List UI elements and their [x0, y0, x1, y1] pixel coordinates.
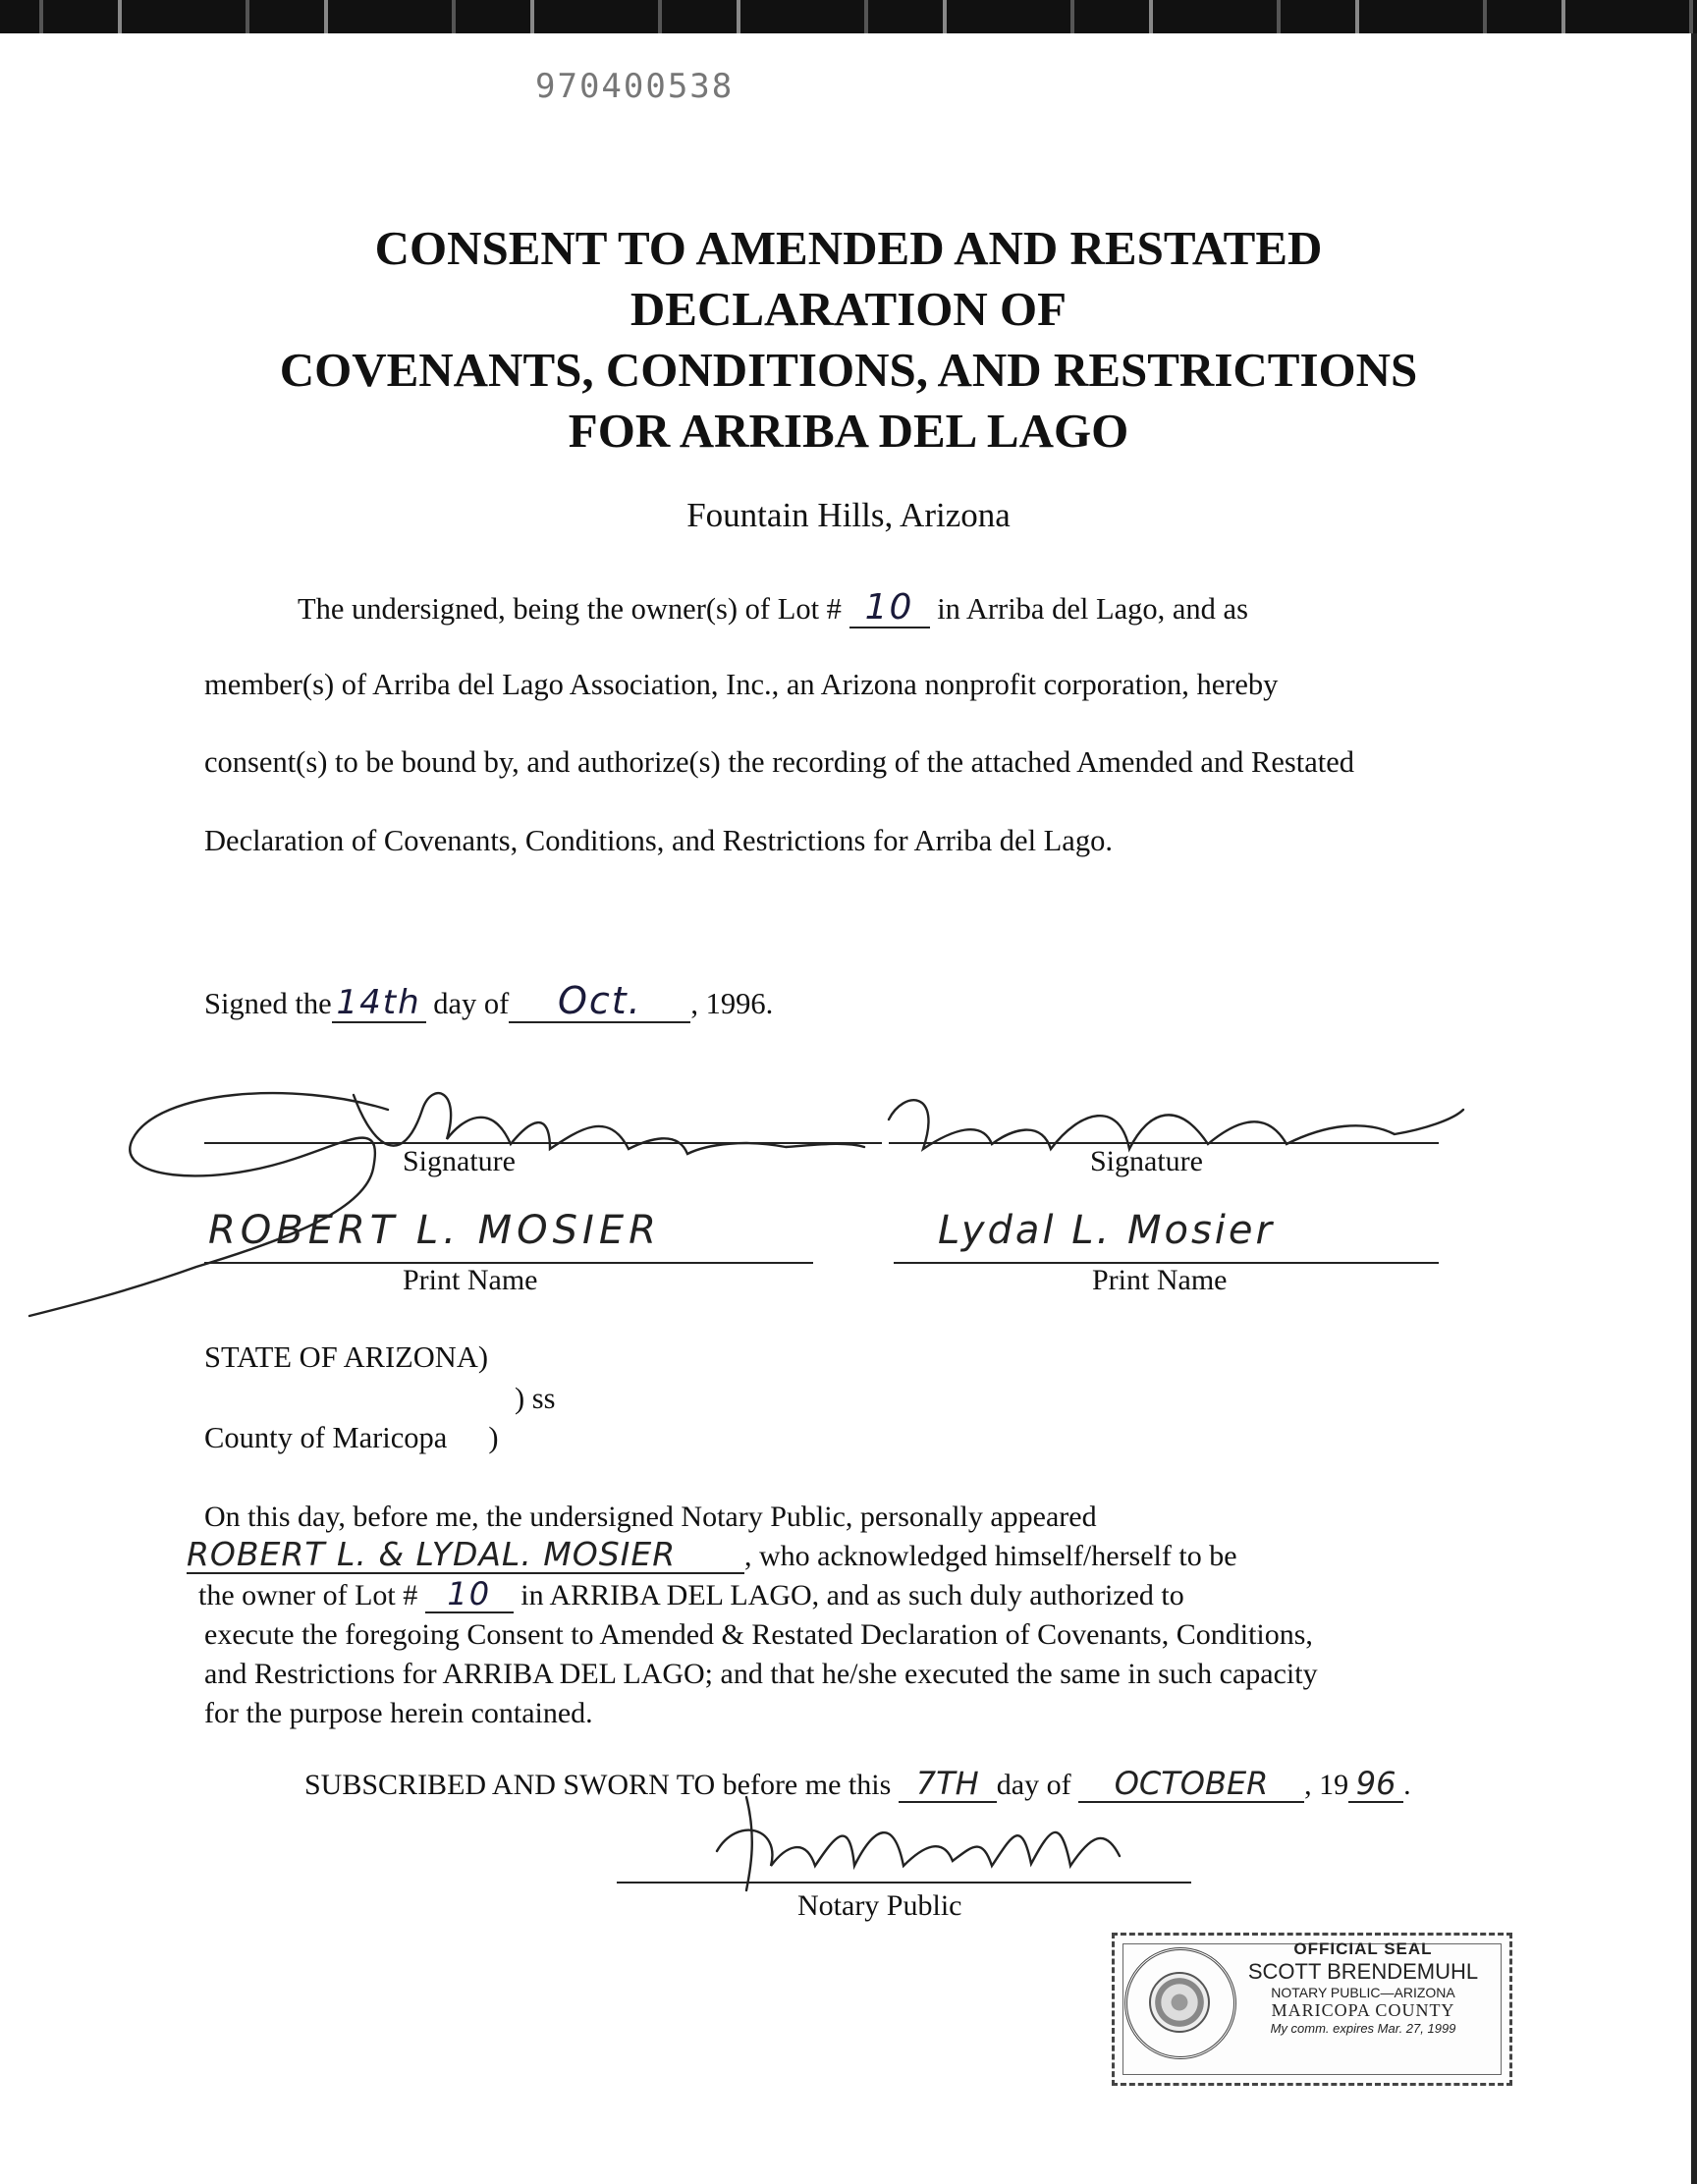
signed-day-field: 14th: [332, 986, 426, 1023]
sworn-year-field: 96: [1348, 1768, 1403, 1803]
location-subtitle: Fountain Hills, Arizona: [686, 496, 1011, 534]
signed-date-line: Signed the 14th day of Oct. , 1996.: [204, 979, 774, 1022]
left-print-label: Print Name: [403, 1264, 538, 1296]
document-number: 970400538: [535, 67, 735, 106]
sworn-month-field: OCTOBER: [1078, 1768, 1304, 1803]
right-print-name: Lydal L. Mosier: [938, 1208, 1275, 1253]
right-print-label: Print Name: [1092, 1264, 1228, 1296]
title-line: CONSENT TO AMENDED AND RESTATED: [374, 221, 1323, 275]
left-signature-label: Signature: [403, 1145, 516, 1177]
venue-state: STATE OF ARIZONA): [204, 1340, 489, 1374]
notary-line-1: On this day, before me, the undersigned Notary Public, personally appeared: [204, 1501, 1097, 1533]
notary-signature-line: [617, 1882, 1191, 1884]
seal-title: NOTARY PUBLIC—ARIZONA: [1271, 1985, 1455, 2000]
venue-ss: ) ss: [515, 1382, 556, 1415]
consent-line-1: The undersigned, being the owner(s) of Lot # 10 in Arriba del Lago, and as: [298, 587, 1248, 628]
official-notary-seal: [1112, 1933, 1512, 2086]
sworn-line: SUBSCRIBED AND SWORN TO before me this 7TH day of OCTOBER , 19 96 .: [304, 1765, 1411, 1802]
left-signature-flourish: [29, 1093, 388, 1316]
lot-number-field: 10: [849, 589, 930, 628]
notary-line-3: the owner of Lot # 10 in ARRIBA DEL LAGO, and as such duly authorized to: [198, 1575, 1184, 1612]
notary-line-6: for the purpose herein contained.: [204, 1697, 593, 1729]
sworn-day-field: 7TH: [899, 1768, 997, 1803]
seal-county: MARICOPA COUNTY: [1271, 2000, 1455, 2020]
state-seal-emblem: [1124, 1947, 1236, 2059]
left-signature-line: [204, 1142, 882, 1144]
document-title: [0, 218, 1697, 462]
consent-line-4: Declaration of Covenants, Conditions, and Restrictions for Arriba del Lago.: [204, 824, 1113, 857]
left-print-name: ROBERT L. MOSIER: [208, 1208, 661, 1253]
seal-heading: OFFICIAL SEAL: [1293, 1939, 1433, 1958]
notary-line-5: and Restrictions for ARRIBA DEL LAGO; and that he/she executed the same in such capacity: [204, 1658, 1318, 1690]
notary-line-2: ROBERT L. & LYDAL. MOSIER , who acknowledged himself/herself to be: [187, 1535, 1237, 1573]
notary-acknowledgment: [187, 1498, 1520, 1733]
venue-county: County of Maricopa ): [204, 1421, 499, 1454]
signed-month-field: Oct.: [509, 982, 690, 1023]
scan-top-bar: [0, 0, 1697, 33]
seal-name: SCOTT BRENDEMUHL: [1247, 1959, 1479, 1984]
consent-line-3: consent(s) to be bound by, and authorize(s) the recording of the attached Amended and Restated: [204, 745, 1355, 779]
notary-public-label: Notary Public: [797, 1889, 962, 1922]
title-line: FOR ARRIBA DEL LAGO: [568, 404, 1129, 458]
notary-signature-artwork: [609, 1777, 1159, 1905]
right-signature-line: [889, 1142, 1439, 1144]
notary-lot-number-field: 10: [425, 1578, 514, 1613]
title-line: COVENANTS, CONDITIONS, AND RESTRICTIONS: [279, 343, 1418, 397]
title-line: DECLARATION OF: [630, 282, 1067, 336]
seal-expiration: My comm. expires Mar. 27, 1999: [1270, 2021, 1456, 2036]
right-signature-label: Signature: [1090, 1145, 1203, 1177]
consent-line-2: member(s) of Arriba del Lago Association, Inc., an Arizona nonprofit corporation, hereby: [204, 668, 1279, 701]
notary-line-4: execute the foregoing Consent to Amended & Restated Declaration of Covenants, Conditions,: [204, 1618, 1313, 1651]
appeared-name-field: ROBERT L. & LYDAL. MOSIER: [187, 1538, 744, 1574]
